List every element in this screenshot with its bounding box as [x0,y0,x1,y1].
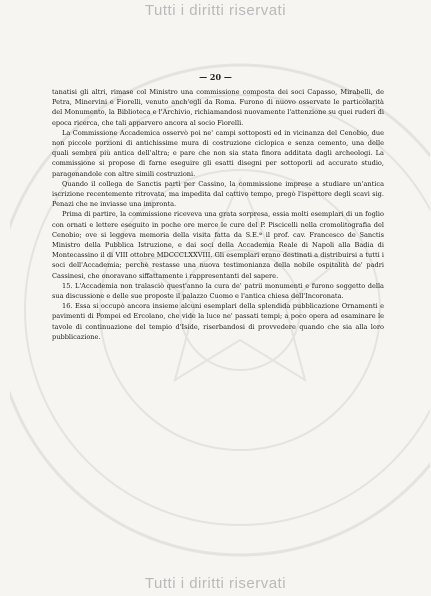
paragraph-4: Prima di partire, la commissione riceveva una grata sorpresa, essia molti esemplari di un foglio con ornati e lettere eseguito in poche ore merce le cure del P. Piscicelli nella cromolitografia del Cenobio; ove si leggeva memoria della visita fatta da S.E.ª il prof. cav. Francesco de Sanctis Ministro della Pubblica Istruzione, e dai soci della Accademia Reale di Napoli alla Badia di Montecassino il di VIII ottobre MDCCCLXXVIII. Gli esemplari erano destinati a distribuirsi a tutti i soci dell'Accademia; perchè restasse una nuova testimonianza della nobile ospitalità de' padri Cassinesi, che onoravano siffattamente i rappresentanti del sapere. [52,210,384,280]
paragraph-5: 15. L'Accademia non tralasciò quest'anno la cura de' patrii monumenti e furono soggetto della sua discussione e delle sue proposte il palazzo Cuomo e l'antica chiesa dell'Incoronata. [52,281,384,301]
watermark-top: Tutti i diritti riservati [144,2,287,19]
watermark-bottom: Tutti i diritti riservati [144,575,287,592]
body-text [52,87,384,342]
paragraph-1: tanatisi gli altri, rimase col Ministro una commissione composta dei soci Capasso, Mirabelli, de Petra, Minervini e Fiorelli, venuto anch'egli da Roma. Furono di nuovo osservate le particolarità del Monumento, la Biblioteca e l'Archivio, richiamandosi nuovamente l'attenzione su quei ruderi di epoca ricerca, che tali apparvero ancora al socio Fiorelli. [52,88,384,127]
paragraph-3: Quando il collega de Sanctis partì per Cassino, la commissione imprese a studiare un'antica iscrizione recentemente ritrovata, ma impedita dal cattivo tempo, pregò l'ispettore degli scavi sig. Penazi che ne inviasse una impronta. [52,179,384,209]
page-number: — 20 — [199,72,232,82]
paragraph-6: 16. Essa si occupò ancora insieme alcuni esemplari della splendida pubblicazione Ornamenti e pavimenti di Pompei ed Ercolano, che vide la luce ne' passati tempi; a poco opera ad esaminare le tavole di continuazione del tempio d'Iside, riserbandosi di provvedere quando che sia alla loro pubblicazione. [52,302,384,341]
paragraph-2: La Commissione Accademica osservò poi ne' campi sottoposti ed in vicinanza del Cenobio, due non piccole porzioni di antichissime mura di costruzione ciclopica e senza cemento, una delle quali sembra più antica dell'altra; e pare che non sia stata finora additata dagli archeologi. La commissione si propose di farne eseguire gli esatti disegni per sottoporli ad accurato studio, paragonandole con altre simili costruzioni. [52,128,384,178]
